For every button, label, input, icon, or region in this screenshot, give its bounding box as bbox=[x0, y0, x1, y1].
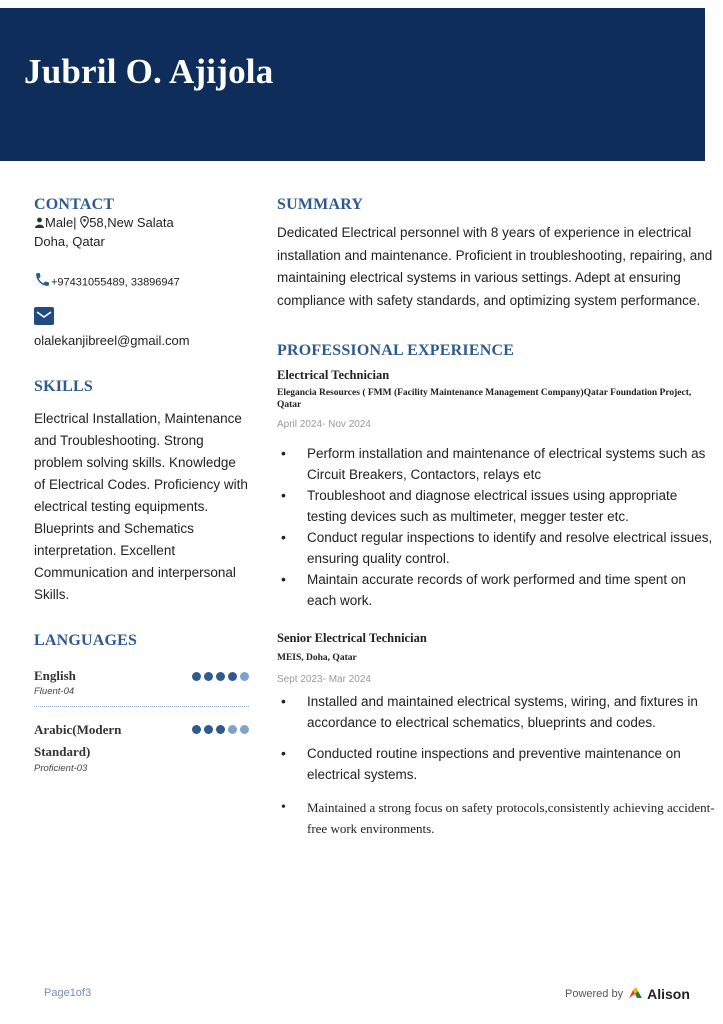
language-rating bbox=[192, 725, 249, 734]
job-company: Elegancia Resources ( FMM (Facility Maintenance Management Company)Qatar Foundation Project, Qatar bbox=[277, 388, 692, 410]
job-dates: April 2024- Nov 2024 bbox=[277, 419, 371, 430]
rating-dot-empty bbox=[240, 725, 249, 734]
job-entry bbox=[277, 368, 717, 611]
language-rating bbox=[192, 672, 249, 681]
phone-icon bbox=[34, 271, 51, 293]
left-column bbox=[34, 196, 249, 774]
job-bullet: • Maintained a strong focus on safety protocols,consistently achieving accident-free work environments. bbox=[277, 797, 717, 839]
experience-title: PROFESSIONAL EXPERIENCE bbox=[277, 342, 515, 359]
contact-email-row bbox=[34, 307, 249, 350]
contact-email[interactable]: olalekanjibreel@gmail.com bbox=[34, 332, 190, 348]
job-title: Senior Electrical Technician bbox=[277, 631, 427, 645]
job-entry bbox=[277, 631, 717, 839]
rating-dot-empty bbox=[228, 725, 237, 734]
job-bullet: • Installed and maintained electrical systems, wiring, and fixtures in accordance to electrical schematics, blueprints and codes. bbox=[277, 691, 717, 733]
job-bullets bbox=[277, 443, 717, 611]
alison-logo-icon bbox=[627, 987, 643, 1002]
language-item bbox=[34, 668, 249, 696]
job-dates: Sept 2023- Mar 2024 bbox=[277, 674, 371, 685]
header-banner bbox=[0, 8, 705, 161]
job-bullets bbox=[277, 691, 717, 839]
contact-phone-row bbox=[34, 271, 249, 293]
powered-by bbox=[565, 986, 690, 1002]
rating-dot-empty bbox=[240, 672, 249, 681]
language-level: Fluent-04 bbox=[34, 685, 75, 697]
email-icon bbox=[34, 307, 54, 330]
page-number: Page1of3 bbox=[44, 987, 92, 999]
job-bullet: • Conducted routine inspections and preventive maintenance on electrical systems. bbox=[277, 743, 717, 785]
rating-dot-filled bbox=[192, 725, 201, 734]
job-bullet: • Maintain accurate records of work performed and time spent on each work. bbox=[277, 569, 717, 611]
skills-title: SKILLS bbox=[34, 377, 94, 395]
contact-address bbox=[34, 214, 249, 251]
language-item bbox=[34, 719, 249, 774]
rating-dot-filled bbox=[204, 672, 213, 681]
powered-by-label: Powered by bbox=[565, 988, 624, 1000]
contact-phone[interactable]: +97431055489, 33896947 bbox=[51, 276, 180, 288]
contact-gender: Male| bbox=[45, 215, 77, 230]
language-name: Arabic(Modern Standard) bbox=[34, 721, 122, 759]
rating-dot-filled bbox=[216, 672, 225, 681]
job-bullet: • Troubleshoot and diagnose electrical issues using appropriate testing devices such as multimeter, megger tester etc. bbox=[277, 485, 717, 527]
person-icon bbox=[34, 215, 45, 233]
location-pin-icon bbox=[80, 215, 89, 233]
rating-dot-filled bbox=[192, 672, 201, 681]
rating-dot-filled bbox=[216, 725, 225, 734]
contact-address-line1: 58,New Salata bbox=[89, 215, 174, 230]
candidate-name: Jubril O. Ajijola bbox=[24, 52, 274, 91]
contact-title: CONTACT bbox=[34, 196, 115, 213]
language-level: Proficient-03 bbox=[34, 762, 88, 774]
job-bullet: • Conduct regular inspections to identify and resolve electrical issues, ensuring quality control. bbox=[277, 527, 717, 569]
job-title: Electrical Technician bbox=[277, 368, 390, 382]
language-name: English bbox=[34, 667, 76, 683]
alison-brand[interactable]: Alison bbox=[647, 986, 690, 1002]
summary-text: Dedicated Electrical personnel with 8 years of experience in electrical installation and maintenance. Proficient in troubleshooting, repairing, and maintaining electrical systems in various settings. Adept at ensuring compliance with safety standards, and optimizing system performance. bbox=[277, 225, 713, 308]
languages-title: LANGUAGES bbox=[34, 631, 138, 649]
job-company: MEIS, Doha, Qatar bbox=[277, 653, 357, 663]
right-column bbox=[277, 196, 717, 839]
rating-dot-filled bbox=[228, 672, 237, 681]
skills-text: Electrical Installation, Maintenance and Troubleshooting. Strong problem solving skills. Knowledge of Electrical Codes. Proficiency with electrical testing equipments. Blueprints and Schematics interpretation. Excellent Communication and interpersonal Skills. bbox=[34, 410, 248, 602]
contact-address-line2: Doha, Qatar bbox=[34, 233, 105, 249]
divider bbox=[34, 706, 249, 707]
job-bullet: • Perform installation and maintenance of electrical systems such as Circuit Breakers, Contactors, relays etc bbox=[277, 443, 717, 485]
summary-title: SUMMARY bbox=[277, 196, 364, 213]
rating-dot-filled bbox=[204, 725, 213, 734]
